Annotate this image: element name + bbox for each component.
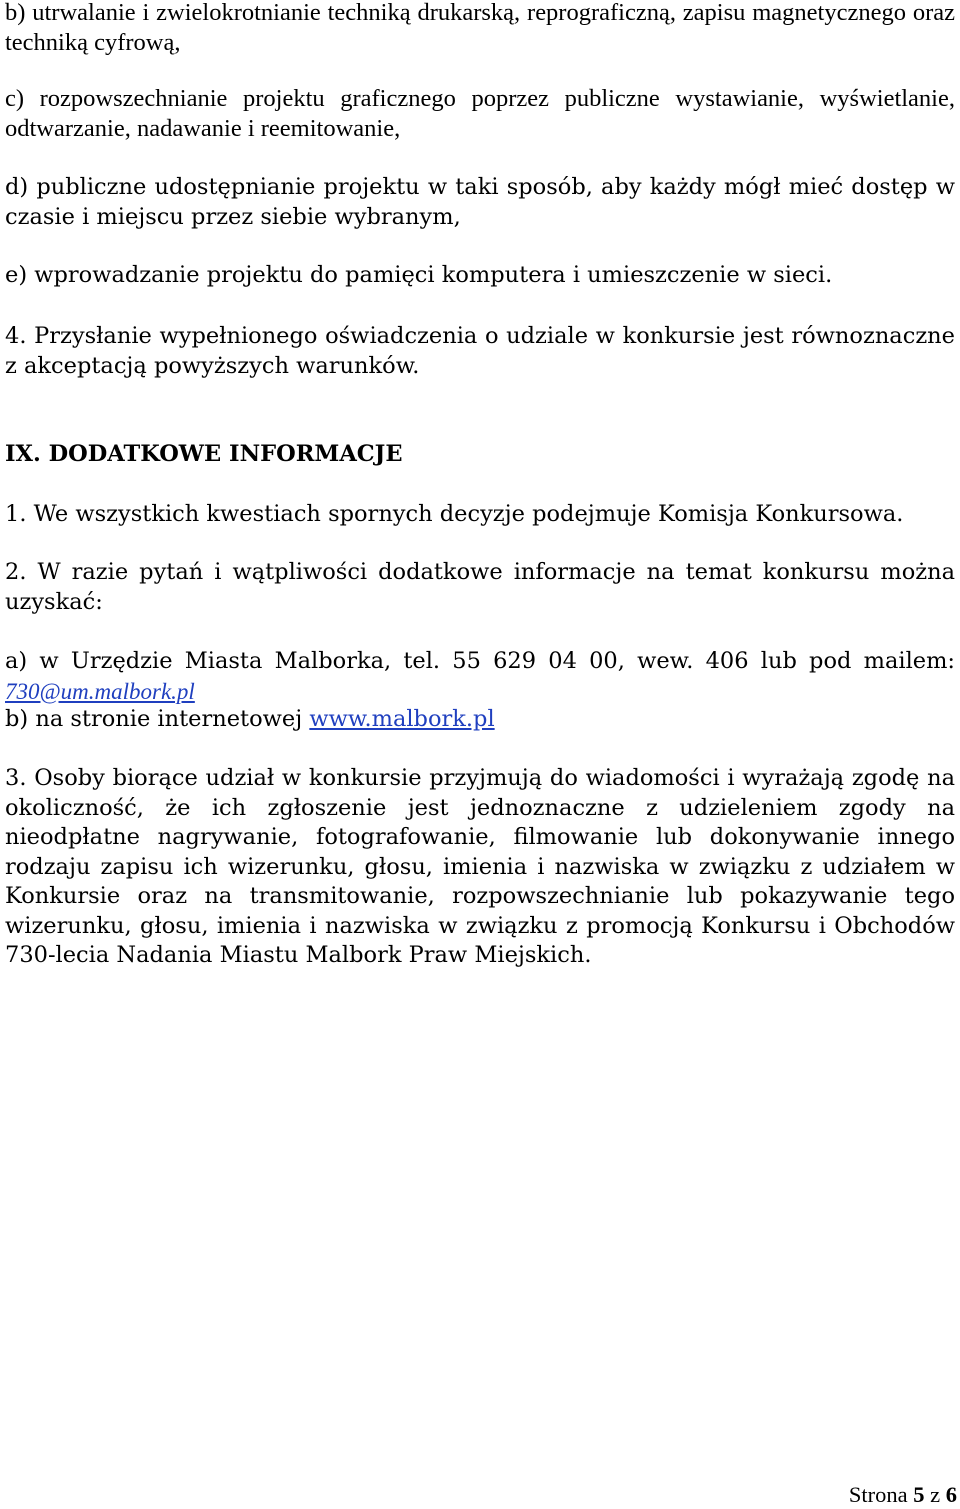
list-item-d: d) publiczne udostępnianie projektu w taki sposób, aby każdy mógł mieć dostęp w czasie i miejscu przez siebie wybranym, xyxy=(5,174,955,230)
section-point-3: 3. Osoby biorące udział w konkursie przyjmują do wiadomości i wyrażają zgodę na okoliczność, że ich zgłoszenie jest jednoznaczne z udzieleniem zgody na nieodpłatne nagrywanie, fotografowanie, filmowanie lub dokonywanie innego rodzaju zapisu ich wizerunku, głosu, imienia i nazwiska w związku z udziałem w Konkursie oraz na transmitowanie, rozpowszechnianie lub pokazywanie tego wizerunku, głosu, imienia i nazwiska w związku z promocją Konkursu i Obchodów 730-lecia Nadania Miastu Malbork Praw Miejskich. xyxy=(5,765,955,968)
page-label: Strona xyxy=(848,1482,908,1507)
point-4: 4. Przysłanie wypełnionego oświadczenia o udziale w konkursie jest równoznaczne z akceptacją powyższych warunków. xyxy=(5,323,955,379)
page-total: 6 xyxy=(945,1482,957,1507)
page-separator: z xyxy=(930,1482,941,1507)
list-item-e: e) wprowadzanie projektu do pamięci komputera i umieszczenie w sieci. xyxy=(5,262,833,288)
list-item-c: c) rozpowszechnianie projektu graficznego poprzez publiczne wystawianie, wyświetlanie, odtwarzanie, nadawanie i reemitowanie, xyxy=(5,85,955,142)
contact-a xyxy=(5,647,955,707)
contact-a-text: a) w Urzędzie Miasta Malborka, tel. 55 629 04 00, wew. 406 lub pod mailem: xyxy=(5,648,955,674)
section-point-1: 1. We wszystkich kwestiach spornych decyzje podejmuje Komisja Konkursowa. xyxy=(5,501,904,527)
section-heading: IX. DODATKOWE INFORMACJE xyxy=(5,441,403,467)
page-current: 5 xyxy=(913,1482,925,1507)
contact-b xyxy=(5,705,955,735)
section-point-2: 2. W razie pytań i wątpliwości dodatkowe informacje na temat konkursu można uzyskać: xyxy=(5,559,955,615)
page-number xyxy=(849,1481,957,1509)
list-item-b: b) utrwalanie i zwielokrotnianie techniką drukarską, reprograficzną, zapisu magnetycznego oraz techniką cyfrową, xyxy=(5,0,955,56)
contact-b-text: b) na stronie internetowej xyxy=(5,706,303,732)
website-link[interactable]: www.malbork.pl xyxy=(309,706,495,732)
email-link[interactable]: 730@um.malbork.pl xyxy=(5,678,195,704)
